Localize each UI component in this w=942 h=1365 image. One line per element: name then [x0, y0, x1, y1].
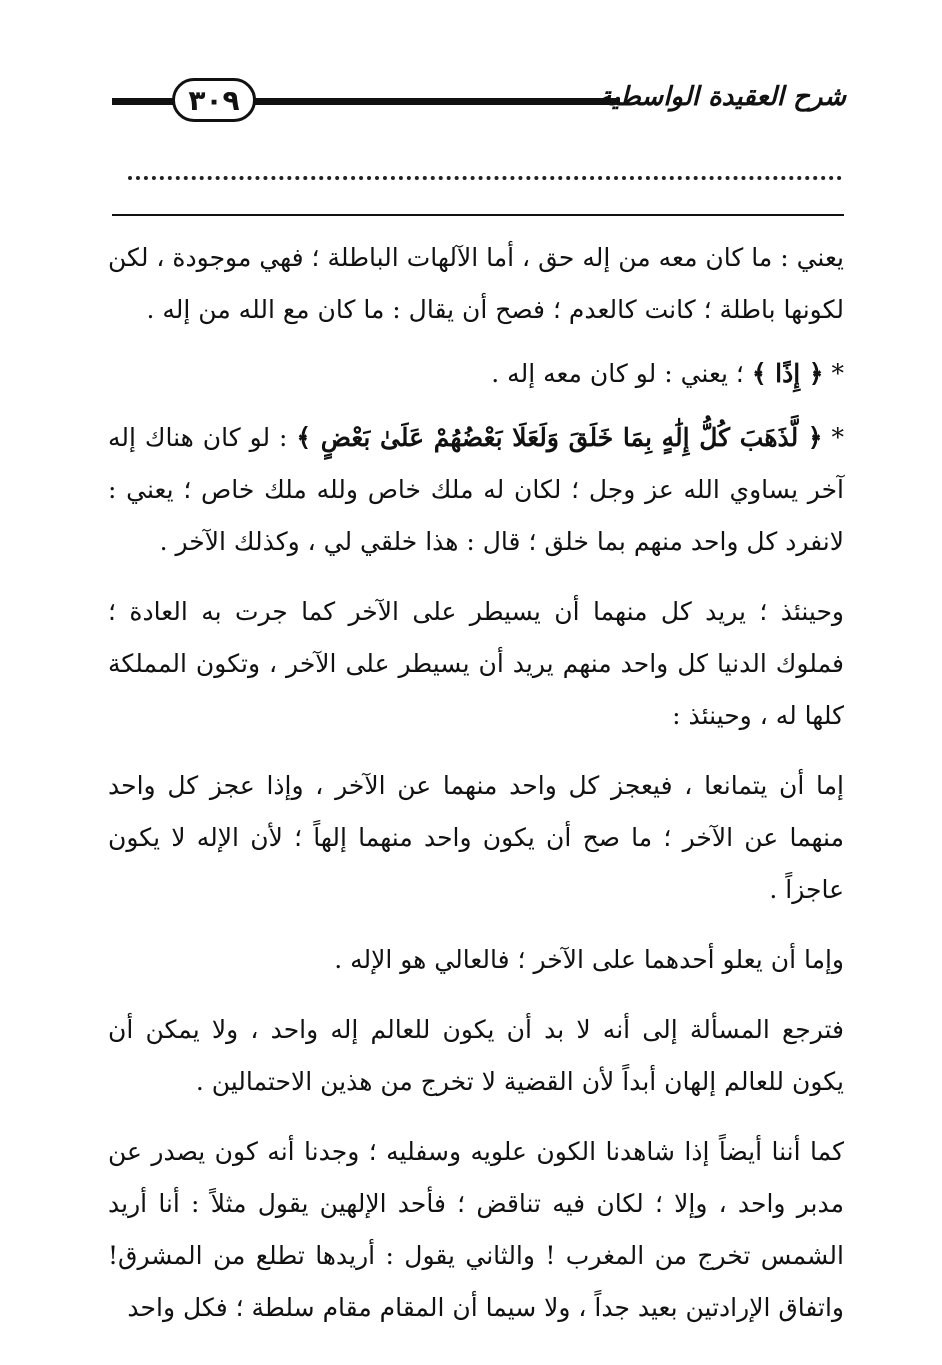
- book-title: شرح العقيدة الواسطية: [598, 82, 846, 112]
- header-rule: [250, 98, 620, 105]
- paragraph-3-text: : لو كان هناك إله آخر يساوي الله عز وجل ؛ لكان له ملك خاص ولله ملك خاص ؛ يعني : لانفرد كل واحد منهم بما خلق ؛ قال : هذا خلقي لي ، وكذلك الآخر .: [108, 423, 844, 556]
- paragraph-1: يعني : ما كان معه من إله حق ، أما الآلهات الباطلة ؛ فهي موجودة ، لكن لكونها باطلة ؛ كانت كالعدم ؛ فصح أن يقال : ما كان مع الله من إله .: [108, 243, 844, 324]
- paragraph-3: [108, 412, 844, 568]
- content-rule: [112, 214, 844, 216]
- paragraph-4: وحينئذ ؛ يريد كل منهما أن يسيطر على الآخر كما جرت به العادة ؛ فملوك الدنيا كل واحد منهم يريد أن يسيطر على الآخر ، وتكون المملكة كلها له ، وحينئذ :: [108, 597, 844, 730]
- paragraph-7: فترجع المسألة إلى أنه لا بد أن يكون للعالم إله واحد ، ولا يمكن أن يكون للعالم إلهان أبداً لأن القضية لا تخرج من هذين الاحتمالين .: [108, 1015, 844, 1096]
- asterisk-marker: *: [831, 359, 844, 388]
- paragraph-8: كما أننا أيضاً إذا شاهدنا الكون علويه وسفليه ؛ وجدنا أنه كون يصدر عن مدبر واحد ، وإلا ؛ لكان فيه تناقض ؛ فأحد الإلهين يقول مثلاً : أنا أريد الشمس تخرج من المغرب ! والثاني يقول : أريدها تطلع من المشرق! واتفاق الإرادتين بعيد جداً ، ولا سيما أن المقام مقام سلطة ؛ فكل واحد: [108, 1137, 844, 1322]
- paragraph-2: [108, 348, 844, 400]
- paragraph-5: إما أن يتمانعا ، فيعجز كل واحد منهما عن الآخر ، وإذا عجز كل واحد منهما عن الآخر ؛ ما صح أن يكون واحد منهما إلهاً ؛ لأن الإله لا يكون عاجزاً .: [108, 771, 844, 904]
- paragraph-6: وإما أن يعلو أحدهما على الآخر ؛ فالعالي هو الإله .: [334, 945, 844, 974]
- dotted-separator: [128, 176, 842, 180]
- paragraph-2-text: ؛ يعني : لو كان معه إله .: [491, 359, 752, 388]
- page-header: [0, 70, 942, 130]
- quran-quote: ﴿ إِذًا ﴾: [751, 359, 824, 388]
- page-number-badge: ٣٠٩: [172, 78, 256, 122]
- quran-quote: ﴿ لَّذَهَبَ كُلُّ إِلَٰهٍ بِمَا خَلَقَ وَلَعَلَا بَعْضُهُمْ عَلَىٰ بَعْضٍ ﴾: [296, 423, 823, 452]
- page-body: [108, 232, 844, 1346]
- asterisk-marker: *: [831, 423, 845, 452]
